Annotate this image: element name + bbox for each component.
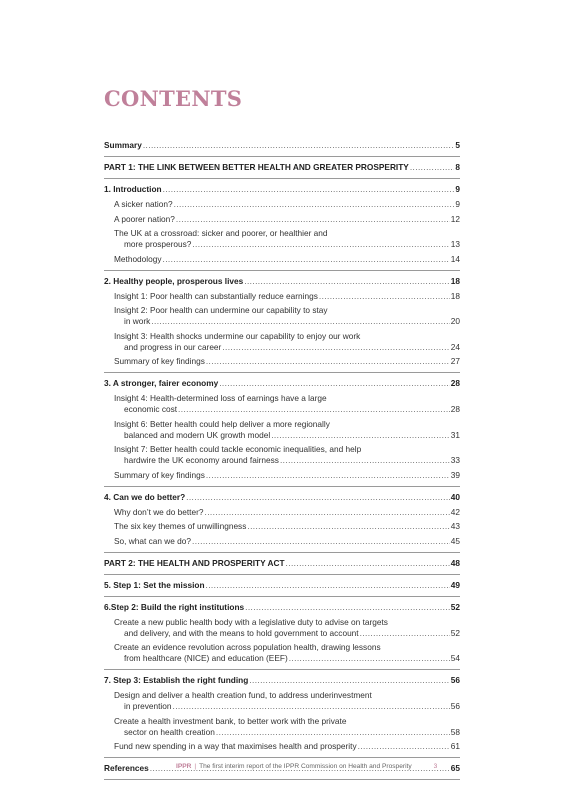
dot-leader	[216, 727, 450, 738]
toc-entry[interactable]	[104, 199, 460, 210]
dot-leader	[176, 214, 450, 225]
footer-page-number: 3	[433, 763, 438, 770]
dot-leader	[222, 342, 449, 353]
toc-entry-title: from healthcare (NICE) and education (EEF)	[124, 653, 288, 663]
dot-leader	[192, 239, 449, 250]
toc-entry[interactable]	[104, 291, 460, 302]
toc-page-number: 56	[450, 675, 460, 685]
toc-page-number: 14	[450, 253, 460, 264]
toc-entry[interactable]	[104, 642, 460, 670]
toc-page-number: 33	[450, 455, 460, 465]
dot-leader	[249, 675, 449, 686]
dot-leader	[186, 492, 450, 503]
toc-page-number: 31	[450, 429, 460, 440]
toc-page-number: 56	[450, 701, 460, 711]
dot-leader	[173, 701, 450, 712]
dot-leader	[289, 653, 450, 664]
dot-leader	[206, 356, 450, 367]
toc-entry-title: PART 1: THE LINK BETWEEN BETTER HEALTH AND GREATER PROSPERITY	[104, 162, 409, 172]
toc-page-number: 9	[455, 199, 460, 209]
toc-entry[interactable]	[104, 276, 460, 287]
toc-entry-title: 5. Step 1: Set the mission	[104, 579, 205, 590]
dot-leader	[151, 316, 449, 327]
toc-entry-title: economic cost	[124, 404, 178, 414]
page-footer	[176, 763, 437, 770]
toc-entry[interactable]	[104, 419, 460, 441]
toc-entry-title: in prevention	[124, 701, 172, 711]
dot-leader	[204, 507, 449, 518]
dot-leader	[206, 580, 450, 591]
toc-entry-title: The six key themes of unwillingness	[114, 521, 247, 531]
toc-entry-title-line: Insight 7: Better health could tackle economic inequalities, and help	[114, 444, 362, 454]
toc-entry-title: 2. Healthy people, prosperous lives	[104, 275, 244, 286]
dot-leader	[174, 199, 455, 210]
toc-page-number: 24	[450, 341, 460, 352]
dot-leader	[245, 602, 450, 613]
toc-entry-title: So, what can we do?	[114, 535, 192, 546]
toc-entry[interactable]	[104, 741, 460, 758]
toc-entry[interactable]	[104, 444, 460, 466]
toc-page-number: 27	[450, 356, 460, 366]
toc-page-number: 65	[450, 763, 460, 773]
toc-page-number: 18	[450, 290, 460, 301]
footer-brand: IPPR	[176, 763, 192, 770]
toc-entry-title-line: Create a new public health body with a legislative duty to advise on targets	[114, 616, 388, 627]
toc-page-number: 42	[450, 506, 460, 517]
toc-page-number: 49	[450, 579, 460, 590]
toc-page-number: 13	[450, 239, 460, 249]
toc-entry-title: in work	[124, 316, 151, 326]
toc-entry-title: Summary of key findings	[114, 469, 205, 480]
toc-page-number: 43	[450, 521, 460, 531]
toc-entry-title: Summary	[104, 140, 142, 150]
toc-entry[interactable]	[104, 214, 460, 225]
toc-entry[interactable]	[104, 507, 460, 518]
toc-page-number: 52	[450, 601, 460, 612]
toc-entry-title: 6.Step 2: Build the right institutions	[104, 601, 245, 612]
dot-leader	[410, 162, 455, 173]
table-of-contents	[104, 140, 460, 785]
toc-page-number: 28	[450, 404, 460, 414]
toc-entry-title-line: Create a health investment bank, to better work with the private	[114, 715, 347, 726]
toc-entry-title: 1. Introduction	[104, 184, 162, 194]
toc-entry-title-line: Insight 2: Poor health can undermine our capability to stay	[114, 305, 328, 315]
dot-leader	[271, 430, 450, 441]
toc-page-number: 18	[450, 275, 460, 286]
toc-entry[interactable]	[104, 162, 460, 179]
toc-entry[interactable]	[104, 602, 460, 613]
toc-entry-title: 4. Can we do better?	[104, 491, 186, 502]
toc-entry-title-line: Insight 4: Health-determined loss of earnings have a large	[114, 393, 327, 403]
toc-entry[interactable]	[104, 254, 460, 271]
toc-entry[interactable]	[104, 558, 460, 575]
toc-entry[interactable]	[104, 184, 460, 195]
toc-entry-title: Summary of key findings	[114, 356, 205, 366]
toc-entry[interactable]	[104, 580, 460, 597]
toc-entry-title: PART 2: THE HEALTH AND PROSPERITY ACT	[104, 557, 285, 568]
page-title: CONTENTS	[104, 86, 243, 111]
dot-leader	[358, 741, 450, 752]
toc-entry-title: and progress in our career	[124, 341, 222, 352]
toc-page-number: 9	[455, 184, 460, 194]
toc-entry-title: hardwire the UK economy around fairness	[124, 455, 279, 465]
toc-page-number: 54	[450, 653, 460, 663]
toc-entry[interactable]	[104, 393, 460, 415]
toc-entry-title: References	[104, 763, 149, 773]
toc-page-number: 8	[455, 162, 460, 172]
toc-page-number: 52	[450, 627, 460, 638]
toc-page-number: 48	[450, 557, 460, 568]
toc-entry[interactable]	[104, 140, 460, 157]
toc-entry-title: 3. A stronger, fairer economy	[104, 378, 219, 388]
dot-leader	[163, 254, 450, 265]
dot-leader	[360, 628, 450, 639]
toc-entry-title-line: The UK at a crossroad: sicker and poorer, or healthier and	[114, 228, 328, 238]
toc-entry[interactable]	[104, 470, 460, 487]
toc-entry[interactable]	[104, 356, 460, 373]
toc-entry-title: more prosperous?	[124, 239, 192, 249]
dot-leader	[192, 536, 450, 547]
toc-page-number: 5	[455, 140, 460, 150]
toc-entry[interactable]	[104, 228, 460, 250]
dot-leader	[244, 276, 450, 287]
toc-page-number: 12	[450, 213, 460, 224]
toc-entry-title-line: Insight 6: Better health could help deliver a more regionally	[114, 418, 330, 429]
toc-page-number: 28	[450, 378, 460, 388]
toc-entry-title: Methodology	[114, 253, 162, 264]
dot-leader	[319, 291, 450, 302]
toc-entry-title-line: Create an evidence revolution across population health, drawing lessons	[114, 642, 381, 652]
toc-entry-title-line: Design and deliver a health creation fund, to address underinvestment	[114, 690, 372, 700]
toc-page-number: 58	[450, 726, 460, 737]
dot-leader	[280, 455, 450, 466]
toc-entry-title: 7. Step 3: Establish the right funding	[104, 675, 249, 685]
dot-leader	[143, 140, 455, 151]
footer-text: The first interim report of the IPPR Commission on Health and Prosperity	[199, 763, 412, 770]
dot-leader	[178, 404, 450, 415]
toc-entry[interactable]	[104, 675, 460, 686]
footer-separator: |	[194, 763, 197, 770]
toc-entry[interactable]	[104, 690, 460, 712]
toc-entry[interactable]	[104, 536, 460, 553]
toc-entry[interactable]	[104, 617, 460, 639]
toc-entry-title: A sicker nation?	[114, 199, 173, 209]
toc-page-number: 20	[450, 316, 460, 326]
toc-page-number: 40	[450, 491, 460, 502]
toc-entry[interactable]	[104, 521, 460, 532]
dot-leader	[286, 558, 450, 569]
toc-page-number: 61	[450, 741, 460, 751]
toc-entry-title: sector on health creation	[124, 726, 215, 737]
dot-leader	[206, 470, 450, 481]
toc-entry[interactable]	[104, 492, 460, 503]
toc-entry-title: Fund new spending in a way that maximises health and prosperity	[114, 741, 357, 751]
toc-entry-title: Why don’t we do better?	[114, 506, 204, 517]
toc-entry[interactable]	[104, 716, 460, 738]
dot-leader	[247, 521, 449, 532]
toc-entry[interactable]	[104, 305, 460, 327]
toc-entry-title: A poorer nation?	[114, 213, 175, 224]
toc-entry-title: Insight 1: Poor health can substantially reduce earnings	[114, 290, 318, 301]
toc-entry-title: and delivery, and with the means to hold government to account	[124, 627, 359, 638]
toc-page-number: 39	[450, 469, 460, 480]
toc-entry[interactable]	[104, 378, 460, 389]
toc-entry-title-line: Insight 3: Health shocks undermine our capability to enjoy our work	[114, 330, 361, 341]
toc-entry[interactable]	[104, 331, 460, 353]
toc-entry-title: balanced and modern UK growth model	[124, 429, 271, 440]
dot-leader	[219, 378, 450, 389]
toc-page-number: 45	[450, 535, 460, 546]
dot-leader	[163, 184, 455, 195]
